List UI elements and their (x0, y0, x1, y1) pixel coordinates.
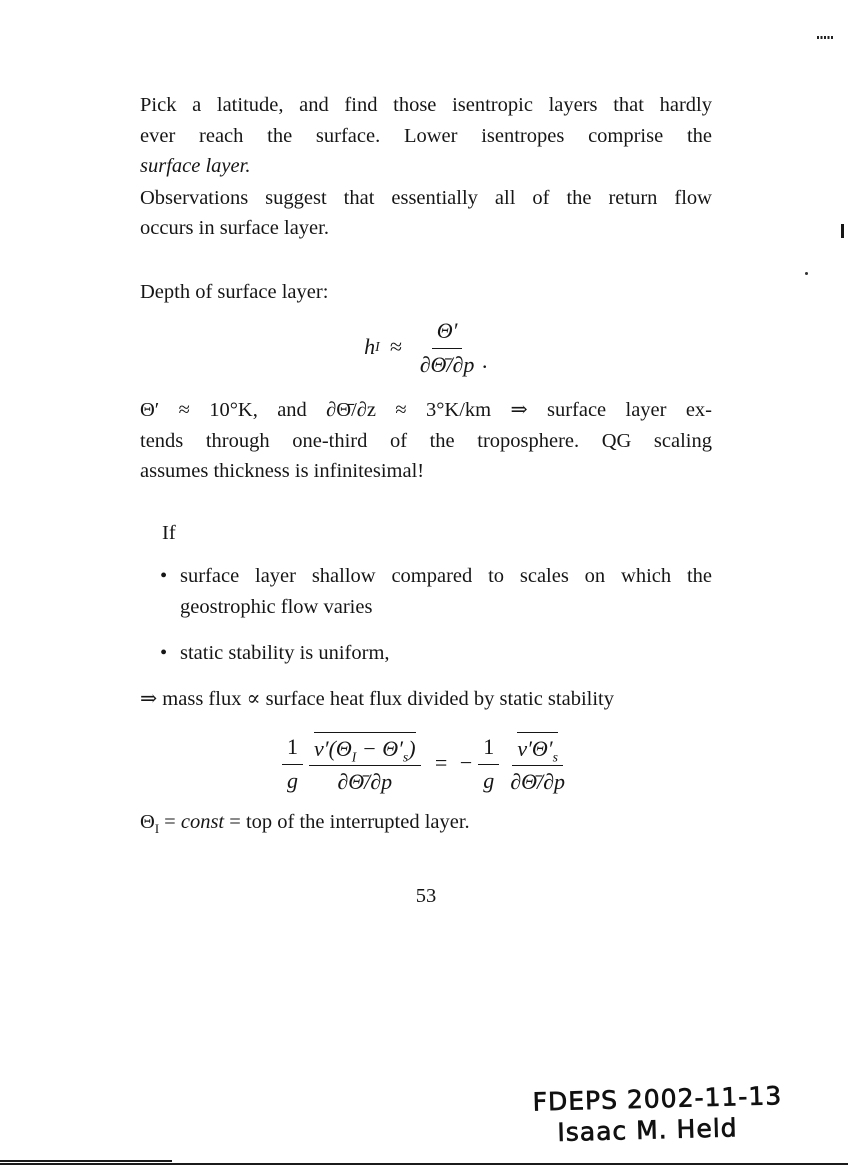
bullet-line: static stability is uniform, (180, 642, 390, 664)
paragraph-observations (140, 183, 712, 244)
math-variable: h (364, 334, 376, 360)
text-fragment: = (159, 811, 181, 833)
math-equals-symbol: = (433, 750, 449, 776)
math-numerator (512, 731, 563, 767)
bullet-text (180, 638, 712, 669)
bullet-icon: • (160, 642, 168, 664)
bullet-item-surface-layer-shallow (140, 561, 712, 622)
math-period: . (482, 348, 488, 374)
math-fraction (415, 316, 480, 378)
paragraph-pick-latitude (140, 90, 712, 182)
math-fraction-coefficient (478, 732, 499, 794)
math-denominator: ∂Θ̄/∂p (419, 351, 475, 377)
math-subscript: I (154, 822, 160, 837)
bullet-line: surface layer shallow compared to scales on which the (180, 565, 712, 587)
paragraph-line: occurs in surface layer. (140, 217, 329, 239)
handwritten-author-name: Isaac M. Held (557, 1113, 738, 1148)
bullet-text (180, 561, 712, 622)
math-denominator: g (483, 767, 495, 793)
formula-mass-flux-balance (140, 722, 712, 804)
math-numerator: 1 (282, 732, 303, 765)
math-subscript: s (552, 748, 558, 764)
handwritten-seminar-date: FDEPS 2002-11-13 (532, 1081, 783, 1117)
bullet-icon: • (160, 565, 168, 587)
math-term: ) (408, 735, 416, 761)
if-label: If (162, 521, 176, 544)
scan-artifact-dashes (817, 36, 834, 39)
math-term: v′(Θ (314, 735, 352, 761)
math-term: − Θ′ (356, 735, 403, 761)
math-subscript: s (402, 748, 409, 764)
paragraph-line: Observations suggest that essentially all of the return flow (140, 186, 712, 209)
math-numerator: Θ′ (432, 316, 463, 349)
math-denominator: g (287, 767, 298, 793)
math-term: v′Θ′ (517, 735, 553, 761)
math-fraction-left (309, 731, 421, 796)
math-const: const (180, 811, 225, 833)
math-overline-group (517, 732, 558, 763)
math-variable: Θ (140, 811, 155, 833)
math-fraction-right (505, 731, 570, 796)
scan-artifact-speck (805, 272, 808, 275)
paragraph-line: ever reach the surface. Lower isentropes comprise the (140, 124, 712, 147)
math-numerator: 1 (478, 732, 499, 765)
math-denominator: ∂Θ̄/∂p (510, 769, 565, 794)
scan-artifact-bottom-line-left (0, 1160, 172, 1162)
handwritten-note (532, 1080, 814, 1148)
bullet-line: geostrophic flow varies (180, 595, 373, 618)
math-overline-group (314, 732, 416, 763)
text-fragment: = top of the interrupted layer. (224, 811, 470, 833)
paragraph-theta-scaling (140, 395, 712, 487)
paragraph-line: assumes thickness is infinitesimal! (140, 460, 425, 482)
text-column (140, 0, 712, 911)
heading-depth-of-surface-layer: Depth of surface layer: (140, 280, 329, 303)
paragraph-line: Θ′ ≈ 10°K, and ∂Θ̄/∂z ≈ 3°K/km ⇒ surface layer ex- (140, 399, 712, 421)
scan-artifact-bottom-line (0, 1163, 848, 1165)
math-numerator (309, 731, 421, 767)
theta-const-line (140, 807, 712, 838)
math-approx-symbol: ≈ (389, 334, 402, 360)
formula-depth-of-surface-layer: h I ≈ $\frac{\Theta'}{\partial\Thetā/\partial p}$ . (364, 318, 488, 377)
paragraph-line: tends through one-third of the troposphere. QG scaling (140, 429, 712, 452)
scan-artifact-edge-tick (841, 224, 844, 238)
math-subscript: I (351, 748, 357, 764)
math-denominator: ∂Θ̄/∂p (337, 769, 393, 794)
implies-mass-flux-line: ⇒ mass flux ∝ surface heat flux divided by static stability (140, 687, 614, 710)
math-minus-symbol: − (458, 750, 474, 776)
math-fraction-coefficient (282, 732, 303, 794)
paragraph-line-italic: surface layer. (140, 155, 251, 177)
bullet-item-static-stability (140, 638, 712, 669)
page-number: 53 (415, 884, 437, 907)
paragraph-line: Pick a latitude, and find those isentropic layers that hardly (140, 94, 712, 116)
